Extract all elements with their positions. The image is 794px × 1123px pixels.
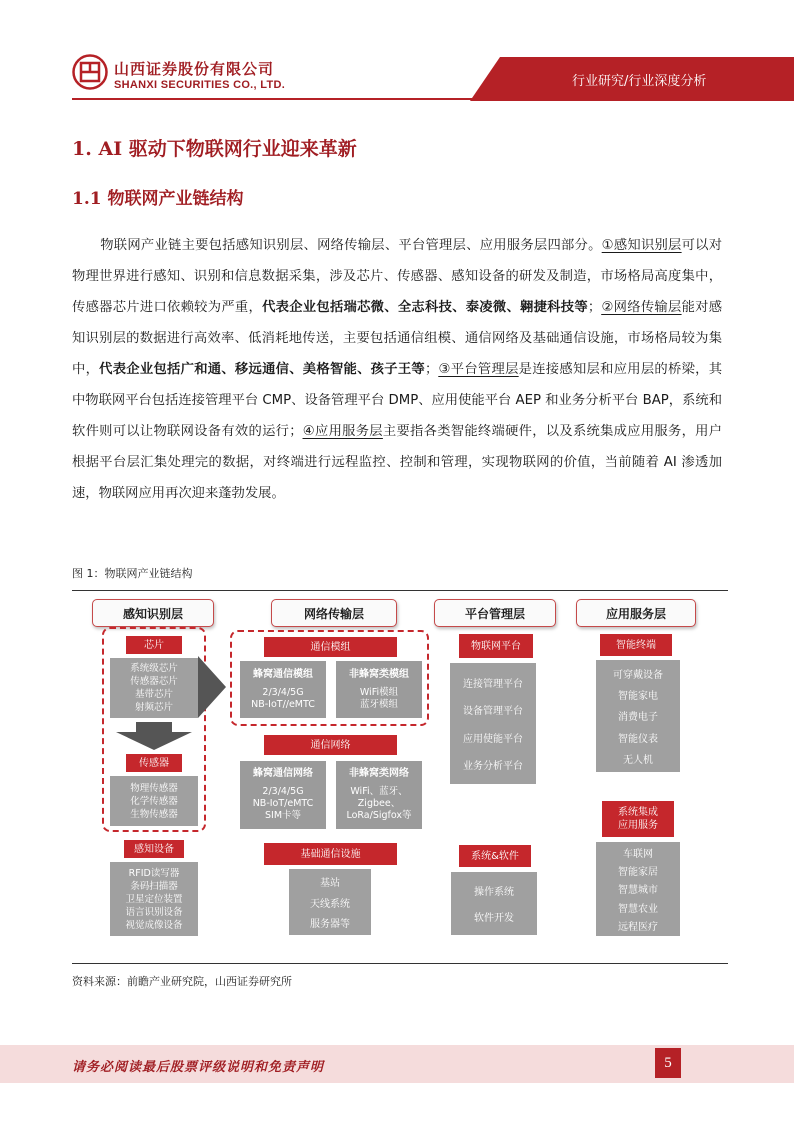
para-underline-perception: ①感知识别层: [601, 238, 682, 253]
noncell-net-box: [336, 761, 422, 829]
chip-label: 芯片: [126, 636, 182, 654]
right-arrow-icon: [198, 656, 226, 718]
noncell-module-title: 非蜂窝类模组: [349, 668, 409, 680]
integration-item: 远程医疗: [618, 921, 658, 933]
para-text: ；: [424, 362, 439, 377]
sys-software-label: 系统&软件: [459, 845, 531, 867]
layer-network: 网络传输层: [271, 599, 397, 627]
para-bold-companies: 代表企业包括广和通、移远通信、美格智能、孩子王等: [99, 362, 425, 377]
terminal-item: 智能仪表: [618, 733, 658, 745]
cell-module-item: NB-IoT//eMTC: [251, 698, 315, 710]
iot-platform-item: 业务分析平台: [463, 760, 523, 772]
noncell-module-item: WiFi模组: [359, 686, 399, 698]
para-text: 能对感知识别层的数据进行高效率、低消耗地传送，主要包括通信组模、通信网络及基础通信设施，市场格局较为集中，: [72, 300, 723, 377]
para-text: 是连接感知层和应用层的桥梁，其中物联网平台包括连接管理平台 CMP、设备管理平台 DMP、应用使能平台 AEP 和业务分析平台 BAP，系统和软件则可以让物联网设备有效的运行；: [72, 362, 723, 439]
chip-item: 射频芯片: [134, 702, 173, 713]
iot-platform-list: [450, 663, 536, 784]
integration-list: [596, 842, 680, 936]
terminal-label: 智能终端: [600, 634, 672, 656]
layer-perception: 感知识别层: [92, 599, 214, 627]
iot-platform-label: 物联网平台: [459, 634, 533, 658]
terminal-item: 消费电子: [618, 712, 658, 724]
integration-item: 智能家居: [618, 867, 658, 879]
cell-net-item: SIM卡等: [264, 810, 302, 821]
sensor-item: 生物传感器: [130, 808, 178, 820]
para-text: 主要指各类智能终端硬件，以及系统集成应用服务，用户根据平台层汇集处理完的数据，对终端进行远程监控、控制和管理，实现物联网的价值，当前随着 AI 渗透加速，物联网应用再次迎来蓬勃发展。: [72, 424, 723, 501]
sys-software-item: 操作系统: [474, 887, 514, 898]
down-arrow-icon: [116, 722, 192, 750]
cell-net-item: NB-IoT/eMTC: [252, 798, 314, 809]
integration-item: 智慧农业: [618, 903, 658, 915]
integration-label: 系统集成 应用服务: [602, 801, 674, 837]
device-label: 感知设备: [124, 840, 184, 858]
sensor-item: 化学传感器: [130, 795, 178, 807]
company-name-cn: 山西证券股份有限公司: [114, 60, 275, 78]
para-underline-application: ④应用服务层: [302, 424, 383, 439]
device-item: 语言识别设备: [125, 906, 183, 918]
chip-item: 基带芯片: [134, 689, 173, 700]
infra-list: [289, 869, 371, 935]
terminal-item: 无人机: [623, 754, 653, 766]
device-item: RFID读写器: [128, 867, 180, 879]
para-text: ；: [587, 300, 602, 315]
noncell-net-item: WiFi、蓝牙、: [350, 786, 408, 797]
subsection-heading: 1.1 物联网产业链结构: [72, 189, 244, 209]
chip-item: 系统级芯片: [130, 663, 178, 674]
noncell-net-item: LoRa/Sigfox等: [346, 810, 412, 821]
report-category: 行业研究/行业深度分析: [572, 74, 707, 89]
infra-label: 基础通信设施: [264, 843, 397, 865]
para-bold-companies: 代表企业包括瑞芯微、全志科技、泰凌微、翱捷科技等: [262, 300, 588, 315]
noncell-module-box: [336, 661, 422, 718]
chip-item: 传感器芯片: [130, 676, 178, 687]
para-text: 物联网产业链主要包括感知识别层、网络传输层、平台管理层、应用服务层四部分。: [100, 238, 602, 253]
header-divider: [72, 98, 794, 100]
integration-item: 智慧城市: [618, 885, 658, 897]
terminal-item: 可穿戴设备: [613, 670, 663, 682]
para-underline-network: ②网络传输层: [601, 300, 682, 315]
terminal-list: [596, 660, 680, 772]
module-label: 通信模组: [264, 637, 397, 657]
cell-net-box: [240, 761, 326, 829]
cell-net-item: 2/3/4/5G: [262, 786, 304, 797]
para-text: 可以对物理世界进行感知、识别和信息数据采集，涉及芯片、传感器、感知设备的研发及制造，市场格局高度集中，传感器芯片进口依赖较为严重，: [72, 238, 723, 315]
cell-module-box: [240, 661, 326, 718]
iot-platform-item: 连接管理平台: [463, 679, 523, 691]
layer-platform: 平台管理层: [434, 599, 556, 627]
noncell-net-item: Zigbee、: [357, 798, 401, 809]
cell-module-title: 蜂窝通信模组: [253, 668, 313, 680]
infra-item: 天线系统: [310, 898, 350, 910]
company-logo-icon: [72, 54, 108, 90]
device-item: 视觉成像设备: [125, 919, 183, 931]
figure-top-rule: [72, 590, 728, 591]
device-list: [110, 862, 198, 936]
layer-application: 应用服务层: [576, 599, 696, 627]
sensor-item: 物理传感器: [130, 782, 178, 794]
cell-module-item: 2/3/4/5G: [262, 686, 304, 698]
sys-software-list: [451, 872, 537, 935]
device-item: 卫星定位装置: [125, 893, 183, 905]
footer-disclaimer[interactable]: 请务必阅读最后股票评级说明和免责声明: [72, 1060, 325, 1075]
cell-net-title: 蜂窝通信网络: [253, 768, 313, 779]
integration-item: 车联网: [623, 849, 653, 861]
para-underline-platform: ③平台管理层: [438, 362, 519, 377]
noncell-module-item: 蓝牙模组: [359, 698, 398, 710]
infra-item: 服务器等: [310, 918, 350, 930]
figure-caption: 图 1：物联网产业链结构: [72, 567, 193, 580]
chip-list: [110, 658, 198, 718]
noncell-net-title: 非蜂窝类网络: [349, 768, 409, 779]
iot-platform-item: 设备管理平台: [463, 706, 523, 718]
iot-platform-item: 应用使能平台: [463, 733, 523, 745]
sys-software-item: 软件开发: [474, 913, 514, 924]
page-number: 5: [655, 1048, 681, 1078]
figure-source: 资料来源：前瞻产业研究院，山西证券研究所: [72, 975, 292, 988]
section-heading: 1. AI 驱动下物联网行业迎来革新: [72, 138, 357, 160]
net-label: 通信网络: [264, 735, 397, 755]
device-item: 条码扫描器: [130, 880, 178, 892]
company-name-en: SHANXI SECURITIES CO., LTD.: [114, 79, 286, 91]
body-paragraph: [72, 230, 722, 509]
sensor-label: 传感器: [126, 754, 182, 772]
sensor-list: [110, 776, 198, 826]
terminal-item: 智能家电: [618, 691, 658, 703]
figure-bottom-rule: [72, 963, 728, 964]
infra-item: 基站: [320, 878, 340, 890]
